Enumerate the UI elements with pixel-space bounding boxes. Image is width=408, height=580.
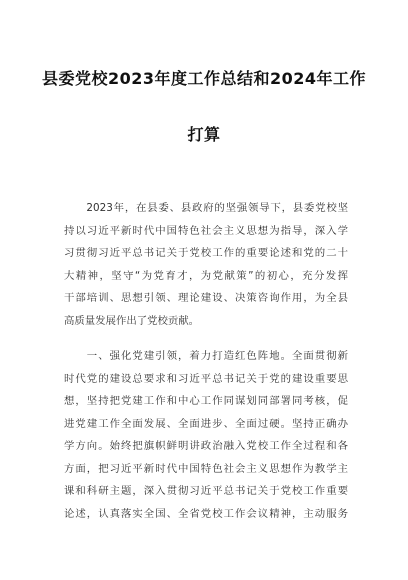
- paragraph-line: 课和科研主题，深入贯彻习近平总书记关于党校工作重要: [64, 485, 348, 497]
- paragraph-line: 方面，把习近平新时代中国特色社会主义思想作为教学主: [64, 462, 348, 475]
- paragraph-intro: [64, 197, 348, 332]
- paragraph-line: 学方向。始终把旗帜鲜明讲政治融入党校工作全过程和各: [64, 440, 348, 452]
- paragraph-line: 一、强化党建引领，着力打造红色阵地。全面贯彻新: [64, 350, 348, 362]
- paragraph-line: 想，坚持把党建工作和中心工作同谋划同部署同考核，促: [64, 395, 348, 407]
- paragraph-line: 论述，认真落实全国、全省党校工作会议精神，主动服务: [64, 507, 348, 520]
- paragraph-line: 2023年，在县委、县政府的坚强领导下，县委党校坚: [64, 202, 348, 214]
- paragraph-line: 时代党的建设总要求和习近平总书记关于党的建设重要思: [64, 372, 348, 385]
- paragraph-line: 持以习近平新时代中国特色社会主义思想为指导，深入学: [64, 224, 348, 237]
- document-title-line-1: 县委党校2023年度工作总结和2024年工作: [41, 69, 367, 88]
- paragraph-line: 干部培训、思想引领、理论建设、决策咨询作用，为全县: [64, 292, 348, 304]
- document-title-line-2: 打算: [187, 125, 221, 144]
- paragraph-section-one: [64, 345, 348, 525]
- paragraph-line: 高质量发展作出了党校贡献。: [64, 314, 200, 327]
- paragraph-line: 进党建工作全面发展、全面进步、全面过硬。坚持正确办: [64, 417, 348, 430]
- paragraph-line: 大精神，坚守“为党育才，为党献策”的初心，充分发挥: [64, 269, 348, 282]
- paragraph-line: 习贯彻习近平总书记关于党校工作的重要论述和党的二十: [64, 247, 348, 259]
